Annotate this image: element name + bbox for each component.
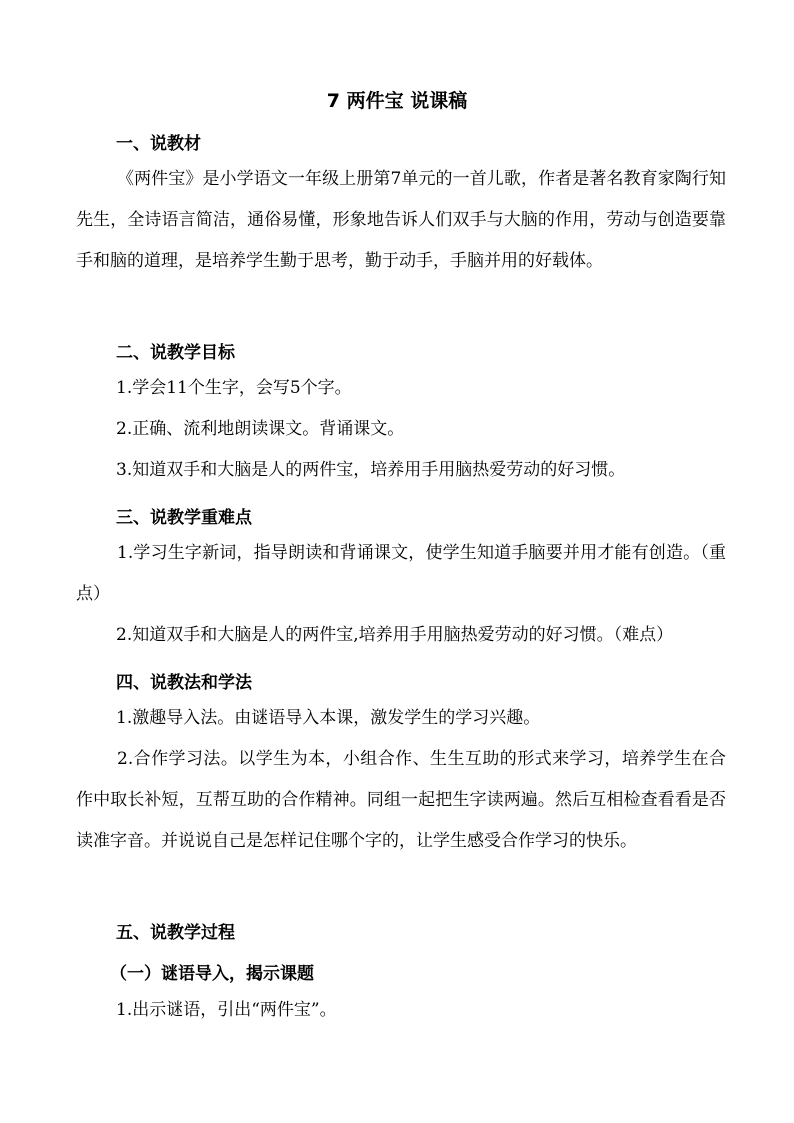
section-heading-teaching-material: 一、说教材 xyxy=(116,134,201,154)
subsection-heading: （一）谜语导入，揭示课题 xyxy=(110,964,314,984)
list-item: 1.学习生字新词，指导朗读和背诵课文，使学生知道手脑要并用才能有创造。（重点） xyxy=(76,543,726,604)
list-item: 2.合作学习法。以学生为本，小组合作、生生互助的形式来学习，培养学生在合作中取长补短，互帮互助的合作精神。同组一起把生字读两遍。然后互相检查看看是否读准字音。并说说自己是怎样记住哪个字的，让学生感受合作学习的快乐。 xyxy=(76,749,726,851)
section-heading-goals: 二、说教学目标 xyxy=(116,343,235,363)
list-item: 2.正确、流利地朗读课文。背诵课文。 xyxy=(116,419,405,439)
page-title: 7 两件宝 说课稿 xyxy=(326,90,468,112)
section-heading-key-points: 三、说教学重难点 xyxy=(116,508,252,528)
list-item: 2.知道双手和大脑是人的两件宝,培养用手用脑热爱劳动的好习惯。（难点） xyxy=(116,625,674,645)
section-heading-process: 五、说教学过程 xyxy=(116,923,235,943)
list-item: 3.知道双手和大脑是人的两件宝，培养用手用脑热爱劳动的好习惯。 xyxy=(116,460,626,480)
section-heading-methods: 四、说教法和学法 xyxy=(116,673,252,693)
list-item: 1.学会11个生字，会写5个字。 xyxy=(116,378,352,398)
paragraph-teaching-material: 《两件宝》是小学语文一年级上册第7单元的一首儿歌，作者是著名教育家陶行知先生，全诗语言简洁，通俗易懂，形象地告诉人们双手与大脑的作用，劳动与创造要靠手和脑的道理，是培养学生勤于思考，勤于动手，手脑并用的好载体。 xyxy=(76,169,726,271)
list-item: 1.出示谜语，引出“两件宝”。 xyxy=(116,1000,337,1020)
list-item: 1.激趣导入法。由谜语导入本课，激发学生的学习兴趣。 xyxy=(116,708,541,728)
